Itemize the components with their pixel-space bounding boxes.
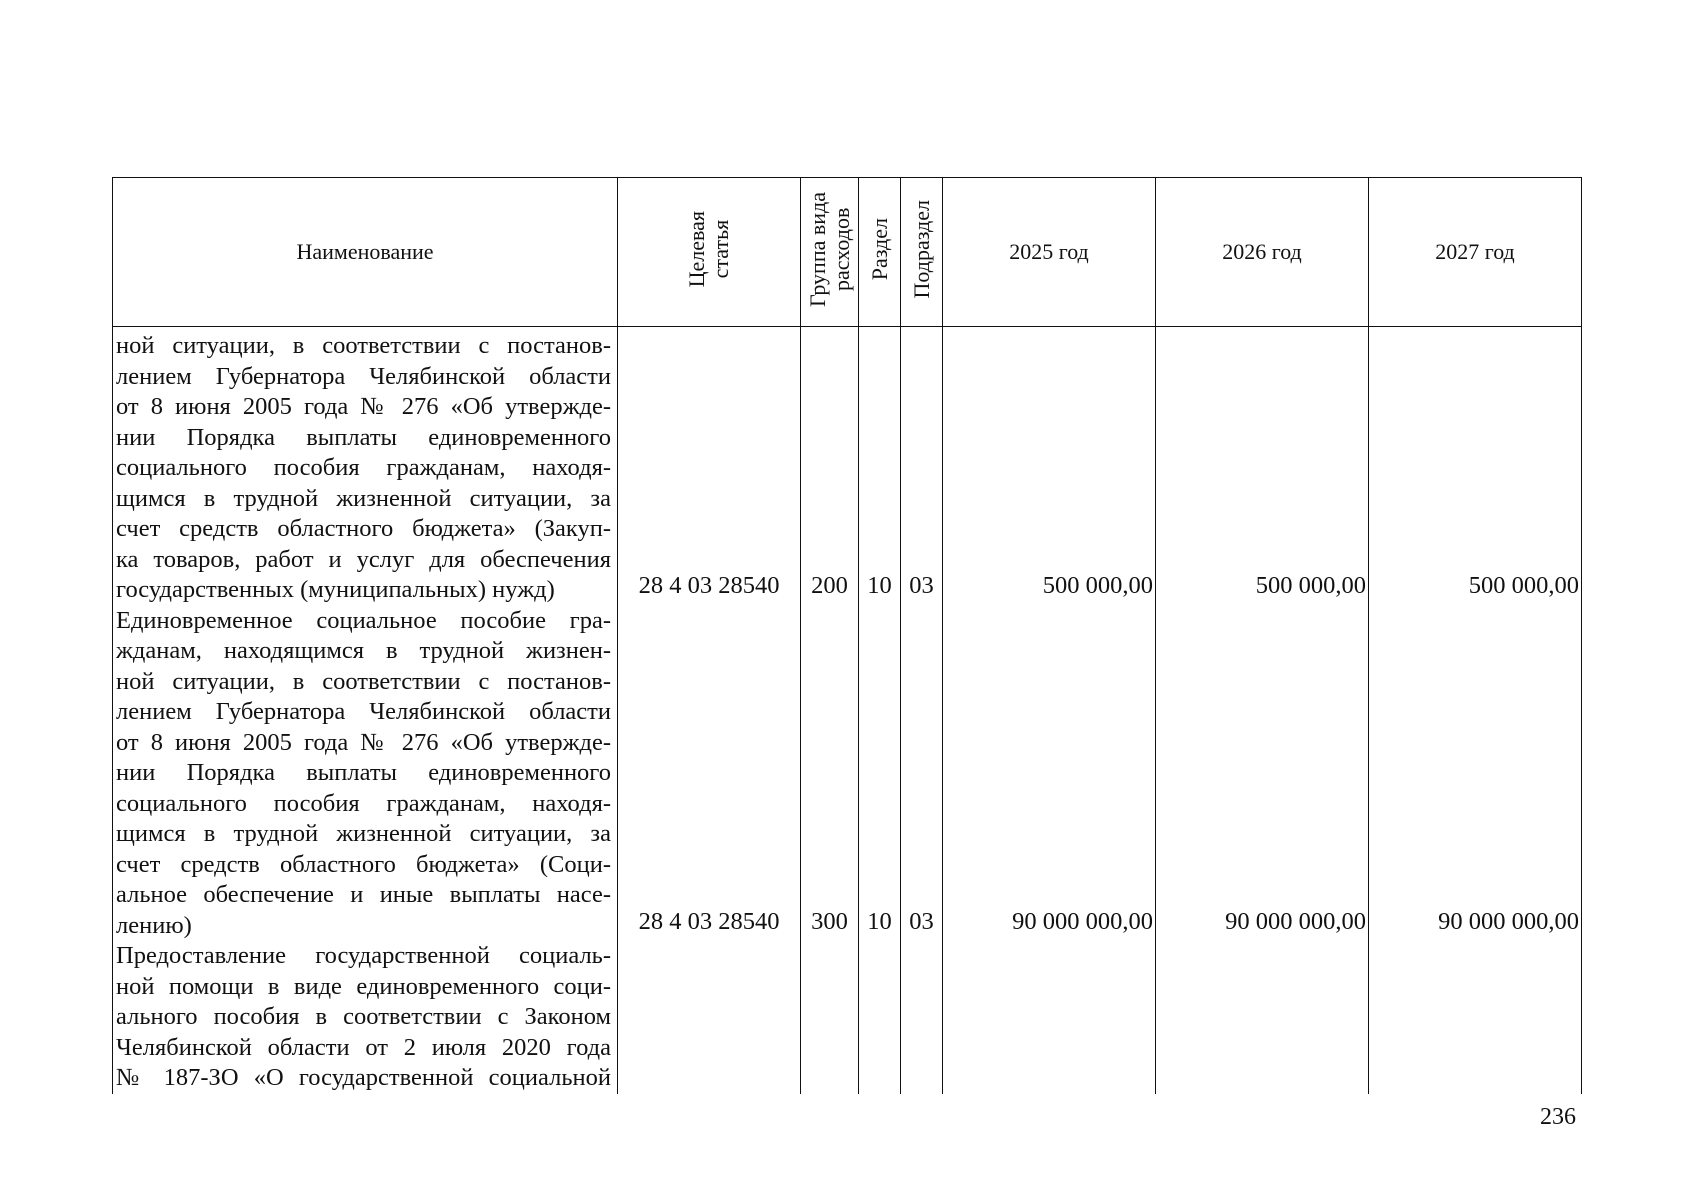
page-number: 236 — [1540, 1104, 1576, 1130]
amount-2027-cell: 500 000,00 90 000 000,00 — [1369, 327, 1582, 1094]
header-2027: 2027 год — [1369, 178, 1582, 327]
amount-2025-cell: 500 000,00 90 000 000,00 — [943, 327, 1156, 1094]
header-subsection: Подраздел — [901, 178, 943, 327]
header-name: Наименование — [113, 178, 618, 327]
budget-table — [112, 177, 1582, 1094]
header-2025: 2025 год — [943, 178, 1156, 327]
header-expense-group: Группа вида расходов — [801, 178, 859, 327]
header-section: Раздел — [859, 178, 901, 327]
name-cell: ной ситуации, в соответствии с постанов- лением Губернатора Челябинской области от 8 июня 2005 года № 276 «Об утвержде- нии Порядка выплаты единовременного социального пособия гражданам, находя- щимся в трудной жизненной ситуации, за счет средств областного бюджета» (Закуп- ка товаров, работ и услуг для обеспечения государственных (муниципальных) нужд) Единовременное социальное пособие гра- жданам, находящимся в трудной жизнен- ной ситуации, в соответствии с постанов- лением Губернатора Челябинской области от 8 июня 2005 года № 276 «Об утвержде- нии Порядка выплаты единовременного социального пособия гражданам, находя- щимся в трудной жизненной ситуации, за счет средств областного бюджета» (Соци- альное обеспечение и иные выплаты насе- лению) Предоставление государственной социаль- ной помощи в виде единовременного соци- ального пособия в соответствии с Законом Челябинской области от 2 июля 2020 года № 187-ЗО «О государственной социальной — [113, 327, 618, 1094]
header-2026: 2026 год — [1156, 178, 1369, 327]
budget-table-container — [112, 177, 1581, 1091]
subsection-cell: 03 03 — [901, 327, 943, 1094]
header-target-article: Целевая статья — [618, 178, 801, 327]
table-header-row — [113, 178, 1582, 327]
amount-2026-cell: 500 000,00 90 000 000,00 — [1156, 327, 1369, 1094]
table-row — [113, 327, 1582, 1094]
section-cell: 10 10 — [859, 327, 901, 1094]
target-article-cell: 28 4 03 28540 28 4 03 28540 — [618, 327, 801, 1094]
expense-group-cell: 200 300 — [801, 327, 859, 1094]
